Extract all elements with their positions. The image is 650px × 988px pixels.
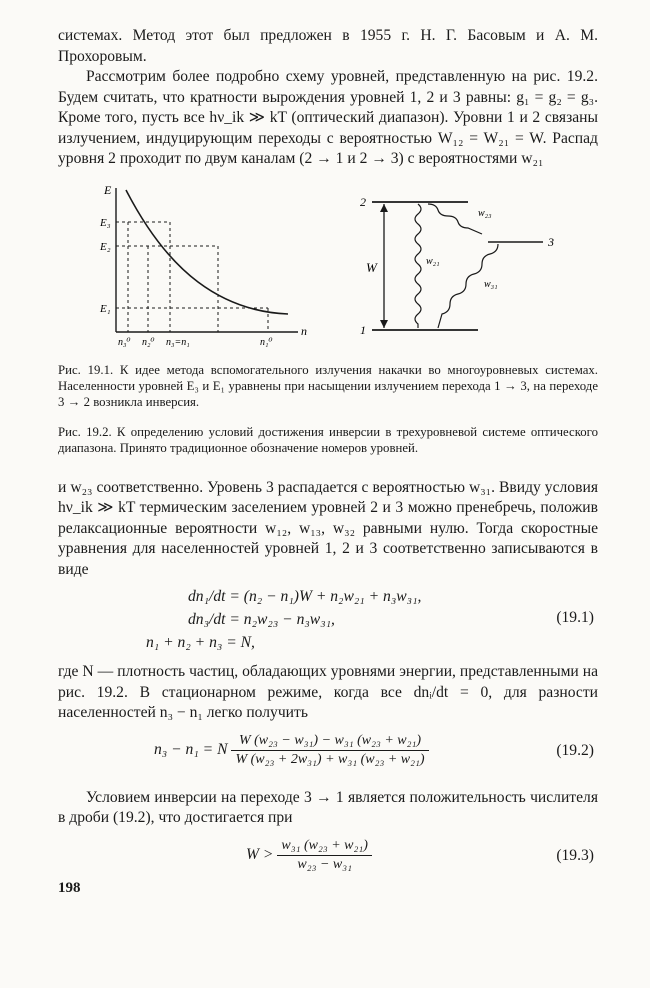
- eq3-number: (19.3): [556, 846, 594, 864]
- paragraph-5: Условием инверсии на переходе 3 → 1 является положительность числителя в дроби (19.2), что достигается при: [58, 788, 598, 826]
- fig2-label-w31: w₃₁: [484, 278, 498, 290]
- equation-19-1: [58, 586, 598, 656]
- paragraph-4: где N — плотность частиц, обладающих уровнями энергии, представленными на рис. 19.2. В стационарном режиме, когда все dnᵢ/dt = 0, для разности населенностей n₃ − n₁ легко получить: [58, 663, 598, 721]
- fig2-wave-w23: [428, 204, 482, 234]
- fig1-tick-3: n₃=n₁: [166, 336, 190, 347]
- figure-19-2: [358, 192, 568, 342]
- fig1-label-e2: E₂: [100, 240, 111, 253]
- eq1-line-3: n₁ + n₂ + n₃ = N,: [146, 634, 255, 651]
- eq3-denominator: w₂₃ − w₃₁: [297, 856, 352, 872]
- paragraph-2: Рассмотрим более подробно схему уровней, представленную на рис. 19.2. Будем считать, что кратности вырождения уровней 1, 2 и 3 равны: g₁ = g₂ = g₃. Кроме того, пусть все hν_ik ≫ kT (оптический диапазон). Уровни 1 и 2 связаны излучением, индуцирующим переходы с вероятностью W₁₂ = W₂₁ = W. Распад уровня 2 проходит по двум каналам (2 → 1 и 2 → 3) с вероятностями w₂₁: [58, 68, 598, 167]
- fig1-axis-y-label: E: [104, 182, 112, 197]
- fig2-label-w21: w₂₁: [426, 255, 440, 267]
- fig2-label-w23: w₂₃: [478, 207, 492, 219]
- equation-19-3: [58, 837, 598, 883]
- fig2-label-w: W: [366, 259, 377, 275]
- figure-19-1: [98, 182, 318, 347]
- page-number: 198: [58, 880, 81, 896]
- caption-fig-19-2: Рис. 19.2. К определению условий достижения инверсии в трехуровневой системе оптического диапазона. Принято традиционное обозначение номеров уровней.: [58, 424, 598, 455]
- equation-19-2: [58, 732, 598, 778]
- fig1-label-e1: E₁: [100, 302, 111, 315]
- paragraph-3: и w₂₃ соответственно. Уровень 3 распадается с вероятностью w₃₁. Ввиду условия hν_ik ≫ kT термическим заселением уровней 2 и 3 можно пренебречь, положив релаксационные вероятности w₁₂, w₁₃, w₃₂ равными нулю. Тогда скоростные уравнения для населенностей уровней 1, 2 и 3 соответственно записываются в виде: [58, 478, 598, 578]
- eq2-number: (19.2): [556, 741, 594, 759]
- fig1-axis-x-label: n: [301, 323, 307, 338]
- fig1-tick-1: n₃⁰: [118, 336, 131, 347]
- eq1-number: (19.1): [556, 609, 594, 626]
- fig1-tick-2: n₂⁰: [142, 336, 155, 347]
- eq3-lhs: W >: [246, 845, 274, 863]
- fig2-label-3: 3: [548, 234, 554, 249]
- page-body: [58, 26, 598, 885]
- figures-row: [58, 182, 598, 352]
- eq2-numerator: W (w₂₃ − w₃₁) − w₃₁ (w₂₃ + w₂₁): [231, 732, 428, 751]
- eq2-fraction: [231, 732, 428, 769]
- eq3-numerator: w₃₁ (w₂₃ + w₂₁): [277, 837, 372, 856]
- eq2-denominator: W (w₂₃ + 2w₃₁) + w₃₁ (w₂₃ + w₂₁): [235, 751, 425, 767]
- eq3-fraction: [277, 837, 372, 874]
- eq1-line-1: dn₁/dt = (n₂ − n₁)W + n₂w₂₁ + n₃w₃₁,: [188, 588, 422, 605]
- eq1-line-2: dn₃/dt = n₂w₂₃ − n₃w₃₁,: [188, 611, 335, 628]
- fig2-arrowhead-up: [380, 204, 388, 212]
- eq2-lhs: n₃ − n₁ = N: [154, 740, 228, 758]
- paragraph-1: системах. Метод этот был предложен в 1955 г. Н. Г. Басовым и А. М. Прохоровым.: [58, 27, 598, 65]
- fig2-label-2: 2: [360, 194, 366, 209]
- fig2-arrowhead-down: [380, 320, 388, 328]
- fig2-wave-w21: [415, 204, 421, 328]
- fig1-tick-4: n₁⁰: [260, 336, 273, 347]
- fig1-label-e3: E₃: [100, 216, 111, 229]
- fig1-distribution-curve: [126, 190, 288, 314]
- fig2-label-1: 1: [360, 322, 366, 337]
- caption-fig-19-1: Рис. 19.1. К идее метода вспомогательного излучения накачки во многоуровневых системах. Населенности уровней E₃ и E₁ уравнены при насыщении излучением перехода 1 → 3, на переходе 3 → 2 возникла инверсия.: [58, 362, 598, 409]
